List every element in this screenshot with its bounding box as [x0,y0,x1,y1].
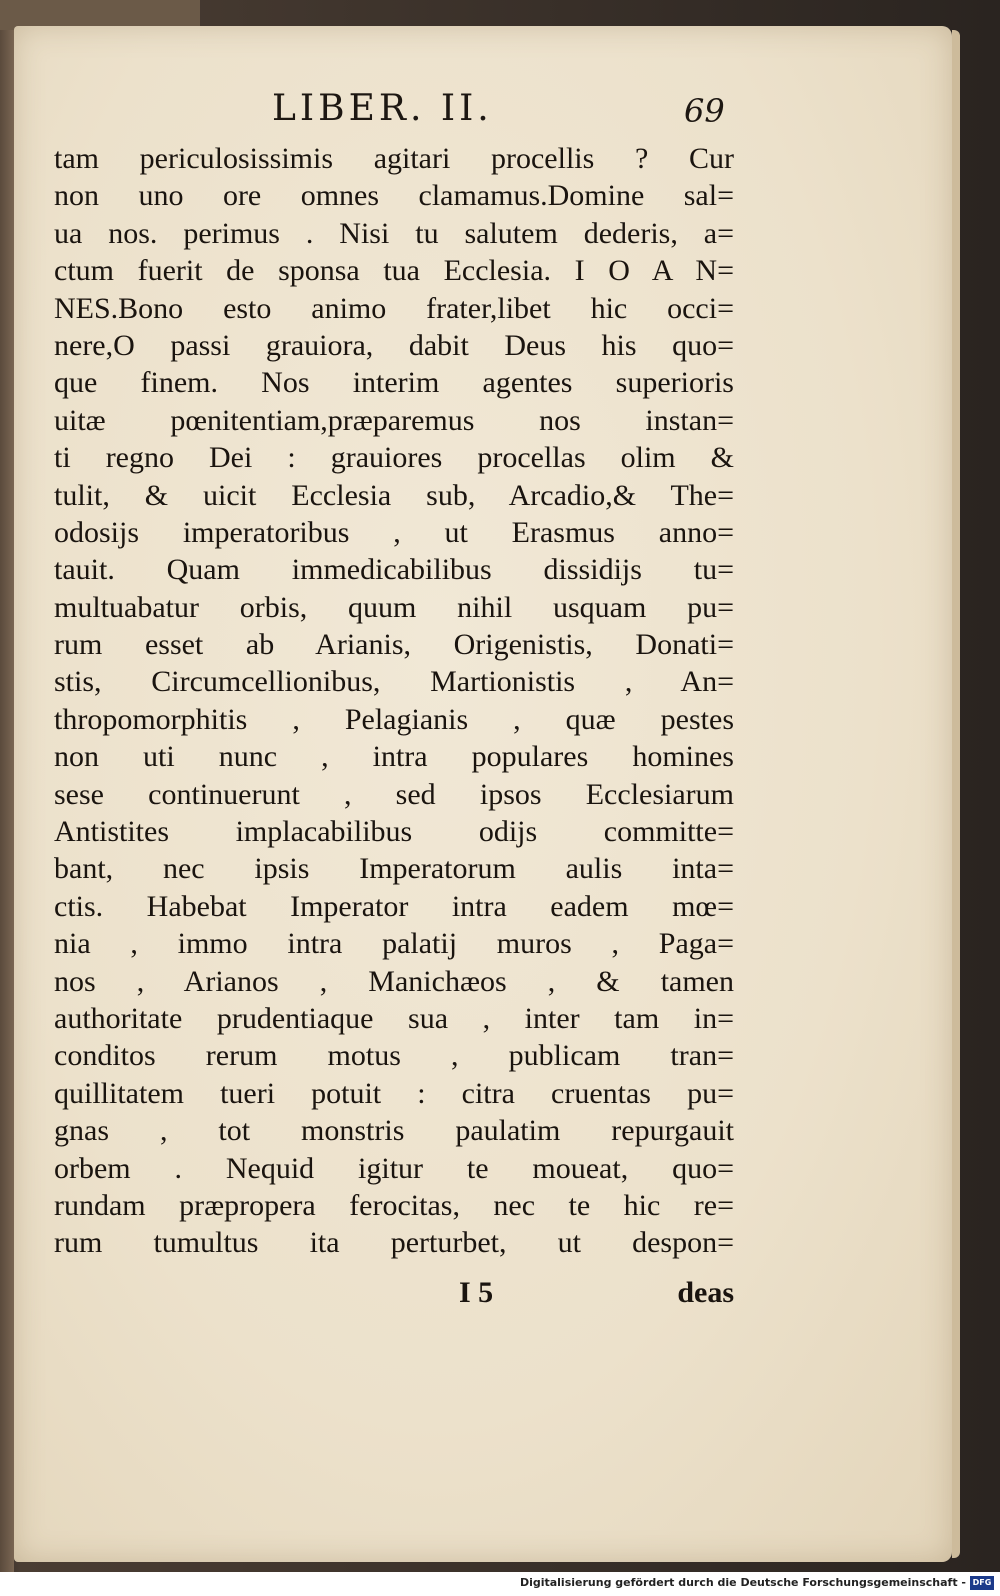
text-line: NES.Bono esto animo frater,libet hic occi= [54,291,734,325]
text-line: tam periculosissimis agitari procellis ? Cur [54,142,734,175]
page-edge [952,30,960,1558]
text-line: non uno ore omnes clamamus.Domine sal= [54,179,734,213]
book-spine [0,0,14,1596]
text-line: thropomorphitis , Pelagianis , quæ pestes [54,702,734,736]
text-line: ti regno Dei : grauiores procellas olim & [54,441,734,475]
text-line: ctis. Habebat Imperator intra eadem mœ= [54,889,734,923]
text-line: quillitatem tueri potuit : citra cruentas pu= [54,1076,734,1110]
page-number: 69 [684,92,725,130]
text-line: tulit, & uicit Ecclesia sub, Arcadio,& The= [54,478,734,512]
text-line: Antistites implacabilibus odijs committe= [54,815,734,849]
text-line: gnas , tot monstris paulatim repurgauit [54,1114,734,1148]
book-page [14,26,952,1562]
text-line: odosijs imperatoribus , ut Erasmus anno= [54,515,734,549]
text-line: rundam præpropera ferocitas, nec te hic re= [54,1188,734,1222]
catch-line [54,1276,734,1314]
text-line: rum tumultus ita perturbet, ut despon= [54,1226,734,1260]
text-line: stis, Circumcellionibus, Martionistis , An= [54,665,734,699]
text-line: sese continuerunt , sed ipsos Ecclesiarum [54,777,734,811]
text-line: rum esset ab Arianis, Origenistis, Donati= [54,628,734,662]
body-text [54,140,734,1262]
dfg-logo: DFG [970,1576,994,1590]
text-line: conditos rerum motus , publicam tran= [54,1039,734,1073]
text-line: authoritate prudentiaque sua , inter tam in= [54,1001,734,1035]
signature-mark: I 5 [459,1276,494,1309]
catchword: deas [677,1276,734,1309]
funding-credit: Digitalisierung gefördert durch die Deutsche Forschungsgemeinschaft - [519,1576,966,1589]
text-line: que finem. Nos interim agentes superioris [54,366,734,400]
text-line: nia , immo intra palatij muros , Paga= [54,927,734,961]
text-line: nere,O passi grauiora, dabit Deus his quo= [54,328,734,362]
text-line: ua nos. perimus . Nisi tu salutem dederis, a= [54,216,734,250]
running-head: LIBER. II. [272,88,493,129]
text-line: uitæ pœnitentiam,præparemus nos instan= [54,403,734,437]
text-line: ctum fuerit de sponsa tua Ecclesia. I O A N= [54,254,734,288]
text-line: multuabatur orbis, quum nihil usquam pu= [54,590,734,624]
text-line: nos , Arianos , Manichæos , & tamen [54,964,734,998]
footer-bar [0,1572,1000,1596]
text-line: non uti nunc , intra populares homines [54,740,734,774]
text-line: orbem . Nequid igitur te moueat, quo= [54,1151,734,1185]
text-line: bant, nec ipsis Imperatorum aulis inta= [54,852,734,886]
text-line: tauit. Quam immedicabilibus dissidijs tu= [54,553,734,587]
